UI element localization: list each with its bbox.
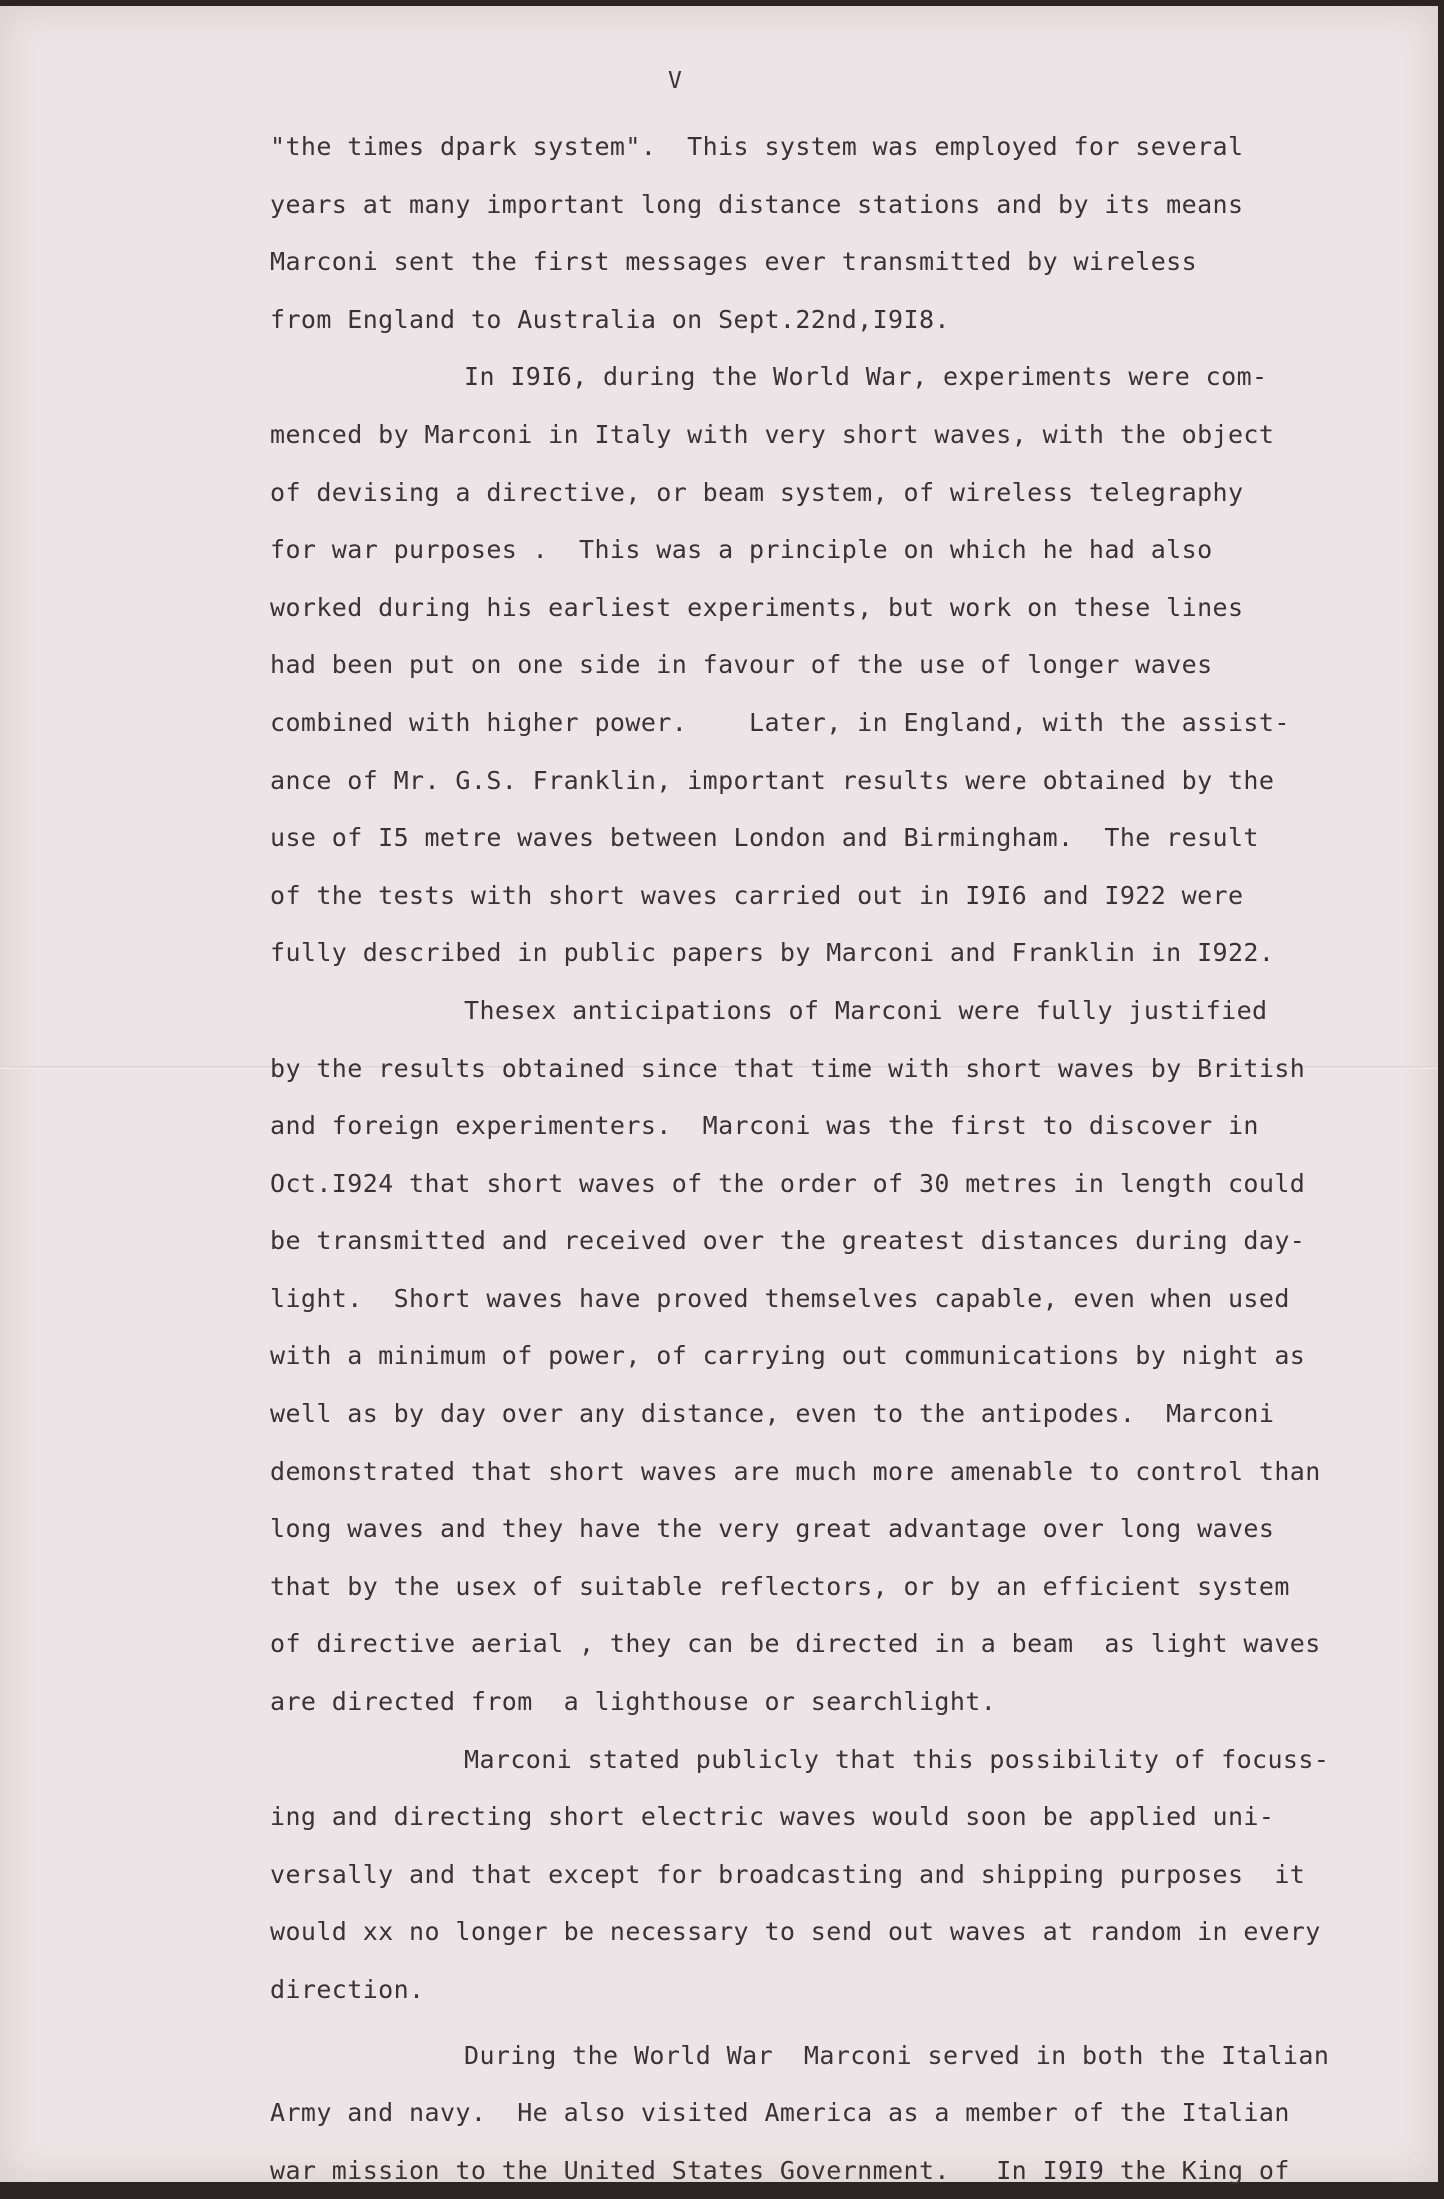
body-text [270, 118, 1430, 2199]
text-line: ance of Mr. G.S. Franklin, important results were obtained by the [270, 765, 1275, 795]
text-line: light. Short waves have proved themselves capable, even when used [270, 1283, 1290, 1313]
text-line: use of I5 metre waves between London and Birmingham. The result [270, 823, 1259, 853]
text-line: and foreign experimenters. Marconi was the first to discover in [270, 1111, 1259, 1141]
paragraph-0 [270, 118, 1430, 348]
page-number: V [668, 68, 682, 94]
text-line: Marconi stated publicly that this possibility of focuss- [464, 1744, 1330, 1774]
text-line: combined with higher power. Later, in England, with the assist- [270, 707, 1290, 737]
paragraph-1 [270, 348, 1430, 982]
text-line: long waves and they have the very great advantage over long waves [270, 1514, 1275, 1544]
paragraph-gap [270, 2019, 1430, 2027]
text-line: well as by day over any distance, even to the antipodes. Marconi [270, 1399, 1275, 1429]
text-line: are directed from a lighthouse or searchlight. [270, 1687, 997, 1717]
text-line: war mission to the United States Government. In I9I9 the King of [270, 2155, 1290, 2185]
text-line: direction. [270, 1975, 425, 2004]
typewritten-page [0, 6, 1438, 2185]
paragraph-2 [270, 982, 1430, 1731]
text-line: Marconi sent the first messages ever transmitted by wireless [270, 247, 1198, 277]
text-line: Oct.I924 that short waves of the order of 30 metres in length could [270, 1168, 1306, 1198]
text-line: "the times dpark system". This system was employed for several [270, 132, 1244, 161]
text-line: would xx no longer be necessary to send out waves at random in every [270, 1917, 1321, 1947]
text-line: with a minimum of power, of carrying out communications by night as [270, 1341, 1306, 1371]
text-line: ing and directing short electric waves would soon be applied uni- [270, 1802, 1275, 1832]
text-line: Army and navy. He also visited America as a member of the Italian [270, 2098, 1290, 2128]
text-line: had been put on one side in favour of the use of longer waves [270, 650, 1213, 680]
text-line: from England to Australia on Sept.22nd,I9I8. [270, 304, 950, 334]
text-line: worked during his earliest experiments, but work on these lines [270, 592, 1244, 622]
text-line: fully described in public papers by Marconi and Franklin in I922. [270, 938, 1275, 968]
text-line: of directive aerial , they can be directed in a beam as light waves [270, 1629, 1321, 1659]
text-line: by the results obtained since that time with short waves by British [270, 1053, 1306, 1083]
text-line: for war purposes . This was a principle on which he had also [270, 535, 1213, 565]
paragraph-3 [270, 1731, 1430, 2019]
text-line: In I9I6, during the World War, experiments were com- [464, 362, 1268, 392]
text-line: versally and that except for broadcasting and shipping purposes it [270, 1859, 1306, 1889]
text-line: menced by Marconi in Italy with very short waves, with the object [270, 419, 1275, 449]
text-line: Thesex anticipations of Marconi were fully justified [464, 995, 1268, 1025]
text-line: of devising a directive, or beam system, of wireless telegraphy [270, 477, 1244, 507]
paragraph-4 [270, 2027, 1430, 2199]
text-line: be transmitted and received over the greatest distances during day- [270, 1226, 1306, 1256]
text-line: demonstrated that short waves are much more amenable to control than [270, 1456, 1321, 1486]
text-line: of the tests with short waves carried out in I9I6 and I922 were [270, 880, 1244, 910]
text-line: that by the usex of suitable reflectors, or by an efficient system [270, 1571, 1290, 1601]
text-line: During the World War Marconi served in both the Italian [464, 2040, 1330, 2070]
text-line: years at many important long distance stations and by its means [270, 189, 1244, 219]
